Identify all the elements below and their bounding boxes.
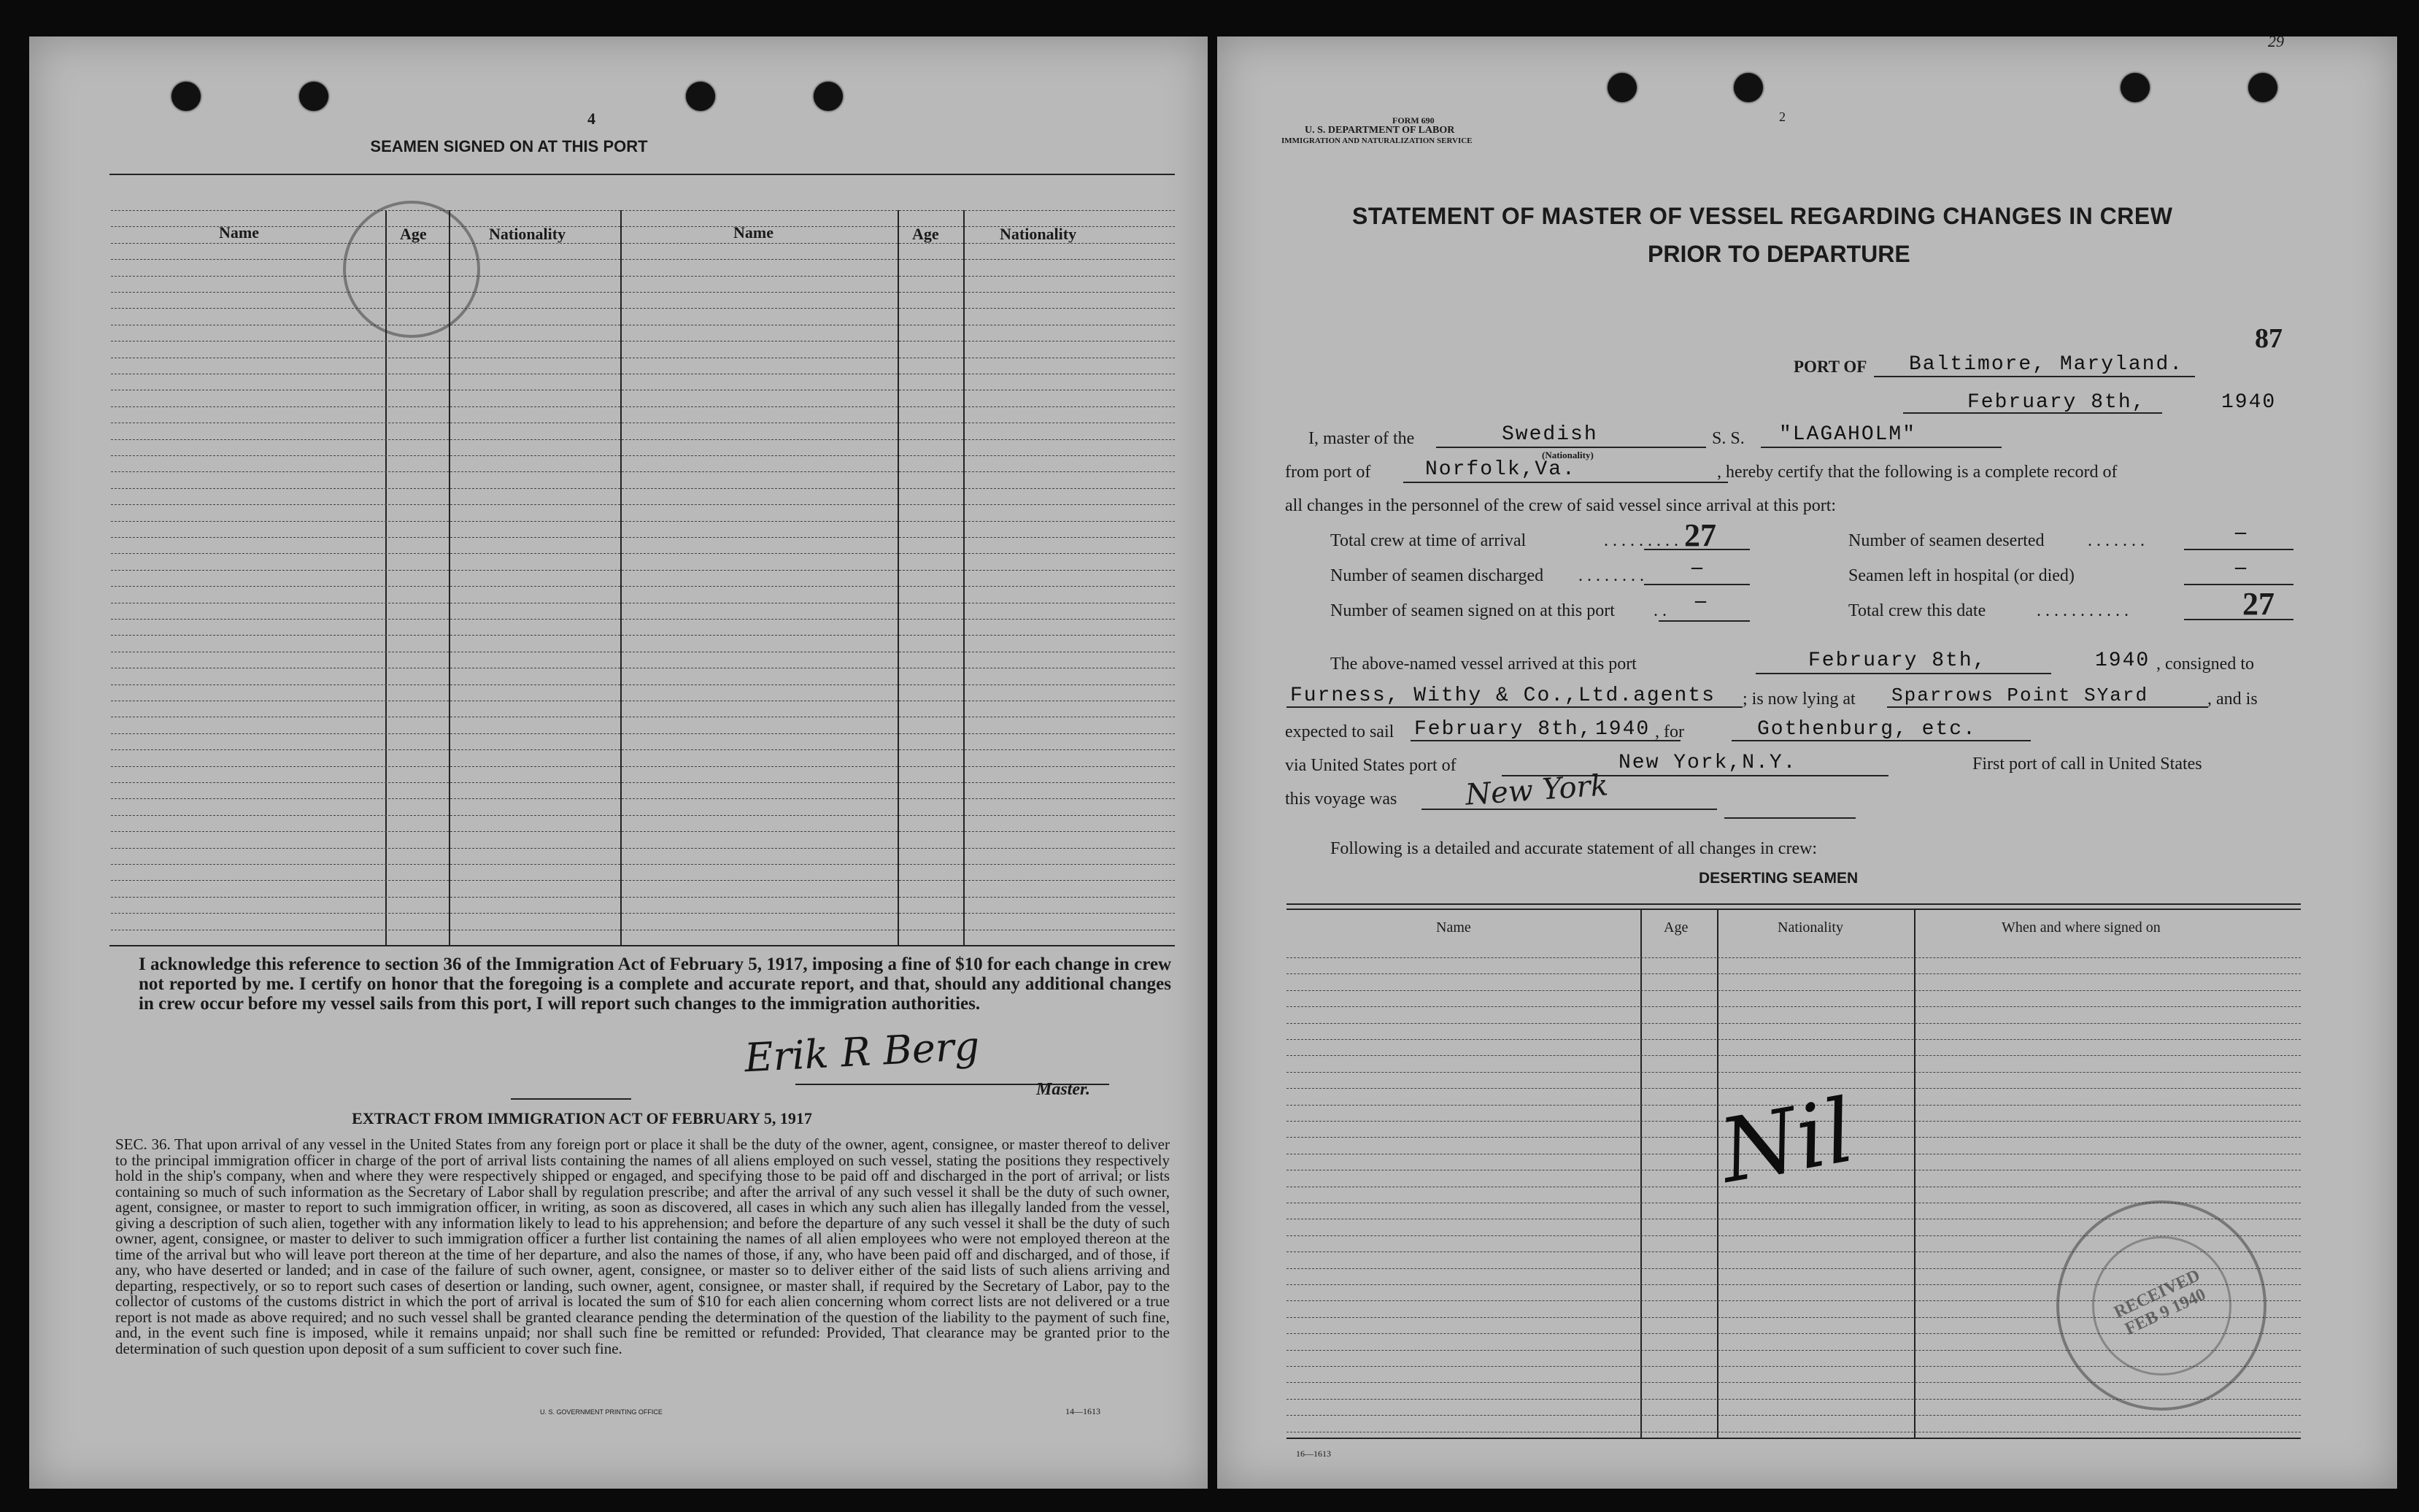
received-stamp — [2056, 1200, 2266, 1411]
left-page — [29, 36, 1208, 1489]
table-row — [1286, 1415, 2301, 1416]
arrived-date: February 8th, — [1808, 649, 1987, 672]
nationality-value: Swedish — [1502, 423, 1598, 446]
table-row — [111, 635, 1175, 636]
via-label: via United States port of — [1285, 756, 1457, 775]
table-row — [111, 455, 1175, 456]
from-port-value: Norfolk,Va. — [1425, 458, 1576, 481]
table-row — [111, 798, 1175, 799]
master-label: Master. — [1036, 1080, 1091, 1099]
column-header-when-where: When and where signed on — [2002, 919, 2161, 936]
table-top-border — [1286, 909, 2301, 910]
form-title-line1: STATEMENT OF MASTER OF VESSEL REGARDING CHANGES IN CREW — [1352, 203, 2173, 229]
date-year: 1940 — [2221, 391, 2277, 414]
table-row — [111, 864, 1175, 865]
form-number: FORM 690 — [1392, 115, 1435, 126]
table-row — [111, 341, 1175, 342]
sail-year: 1940 — [1595, 718, 1651, 741]
service: IMMIGRATION AND NATURALIZATION SERVICE — [1281, 136, 1473, 145]
leader-dots: ........... — [2037, 601, 2133, 620]
lying-underline — [1887, 706, 2208, 708]
table-row — [111, 848, 1175, 849]
changes-text: all changes in the personnel of the crew of said vessel since arrival at this port: — [1285, 496, 1837, 515]
table-row — [111, 439, 1175, 440]
table-row — [1286, 957, 2301, 958]
master-signature: Erik R Berg — [743, 1022, 981, 1081]
date-underline — [1903, 412, 2162, 414]
table-row — [1286, 990, 2301, 991]
certify-text: , hereby certify that the following is a complete record of — [1717, 463, 2118, 482]
column-header-name: Name — [733, 223, 773, 242]
arrived-underline — [1756, 673, 2051, 674]
table-row — [111, 782, 1175, 783]
signed-on-label: Number of seamen signed on at this port — [1330, 601, 1615, 620]
table-row — [111, 243, 1175, 244]
extract-text: SEC. 36. That upon arrival of any vessel in the United States from any foreign port or place it shall be the duty of the owner, agent, consignee, or master thereof to deliver to the principal immigration officer in charge of the port of arrival lists containing the names of all aliens employed on such vessel, stating the positions they respectively hold in the ship's company, when and where they were respectively shipped or engaged, and specifying those to be paid off and discharged in the port of arrival; or lists containing so much of such information as the Secretary of Labor shall by regulation prescribe; and after the arrival of any such vessel it shall be the duty of such owner, agent, consignee, or master to report to such immigration officer, in writing, as soon as discovered, all cases in which any such alien has illegally landed from the vessel, giving a description of such alien, together with any information likely to lead to his apprehension; and before the departure of any such vessel it shall be the duty of such owner, agent, consignee, or master to deliver to such immigration officer a further list containing the names of all alien employees who were not employed thereon at the time of the arrival but who will leave port thereon at the time of her departure, and also the names of those, if any, who have been paid off and discharged, and of those, if any, who have deserted or landed; and in case of the failure of such owner, agent, consignee, or master so to deliver either of the said lists of such aliens arriving and departing, respectively, or so to report such cases of desertion or landing, such owner, agent, consignee, or master shall, if required by the Secretary of Labor, pay to the collector of customs of the customs district in which the port of arrival is located the sum of $10 for each alien concerning whom correct lists are not delivered or a true report is not made as above required; and no such vessel shall be granted clearance pending the determination of the question of the liability to the payment of such fine, and, in the event such fine is imposed, while it remains unpaid; nor shall such fine be remitted or refunded: Provided, That clearance may be granted prior to the determination of such question upon deposit of a sum sufficient to cover such fine. — [115, 1135, 1170, 1357]
table-row — [1286, 1023, 2301, 1024]
port-label: PORT OF — [1794, 358, 1867, 376]
table-top-border — [1286, 903, 2301, 905]
table-row — [111, 749, 1175, 750]
stat-underline — [2184, 584, 2293, 585]
table-row — [1286, 1006, 2301, 1007]
table-row — [111, 619, 1175, 620]
port-value: Baltimore, Maryland. — [1909, 353, 2184, 376]
column-divider — [1640, 909, 1642, 1438]
deserting-title: DESERTING SEAMEN — [1699, 870, 1859, 887]
lying-value: Sparrows Point SYard — [1891, 684, 2149, 706]
acknowledgment-text: I acknowledge this reference to section 36 of the Immigration Act of February 5, 1917, imposing a fine of $10 for each change in crew not reported by me. I certify on honor that the foregoing is a complete and accurate report, and that, should any additional changes in crew occur before my vessel sails from this port, I will report such changes to the immigration authorities. — [139, 954, 1171, 1014]
table-bottom-border — [1286, 1438, 2301, 1439]
master-of-label: I, master of the — [1308, 429, 1415, 448]
table-row — [111, 259, 1175, 260]
total-crew-arrival-value: 27 — [1684, 517, 1716, 553]
stamp-text: RECEIVED FEB 9 1940 — [2111, 1265, 2209, 1339]
divider — [511, 1098, 631, 1100]
sail-date: February 8th, — [1414, 718, 1593, 741]
table-title: SEAMEN SIGNED ON AT THIS PORT — [370, 137, 648, 155]
punch-hole — [299, 82, 328, 111]
hospital-value: – — [2235, 555, 2246, 579]
table-row — [111, 406, 1175, 407]
table-row — [111, 766, 1175, 767]
nil-handwritten-mark: Nil — [1713, 1080, 1861, 1203]
destination-value: Gothenburg, etc. — [1757, 718, 1977, 741]
table-row — [1286, 1072, 2301, 1073]
table-row — [111, 880, 1175, 881]
punch-hole — [2248, 73, 2277, 102]
via-value: New York,N.Y. — [1619, 752, 1797, 774]
table-row — [111, 733, 1175, 734]
total-crew-date-value: 27 — [2242, 586, 2275, 622]
table-row — [111, 897, 1175, 898]
arrived-label: The above-named vessel arrived at this port — [1330, 655, 1637, 674]
table-row — [111, 570, 1175, 571]
column-header-name: Name — [1436, 919, 1471, 936]
table-row — [111, 831, 1175, 832]
table-top-border — [109, 174, 1175, 175]
table-row — [111, 504, 1175, 505]
stat-underline — [1659, 620, 1750, 622]
table-row — [111, 913, 1175, 914]
column-header-age: Age — [400, 225, 427, 243]
column-divider — [963, 210, 965, 945]
signed-on-value: – — [1695, 588, 1706, 612]
table-row — [111, 488, 1175, 489]
from-port-label: from port of — [1285, 463, 1371, 482]
agent-underline — [1286, 706, 1743, 708]
table-row — [111, 226, 1175, 227]
table-row — [1286, 1055, 2301, 1056]
discharged-label: Number of seamen discharged — [1330, 566, 1544, 585]
stat-underline — [2184, 549, 2293, 550]
table-row — [111, 276, 1175, 277]
discharged-value: – — [1691, 555, 1702, 579]
leader-dots: ......... — [1604, 531, 1683, 550]
for-label: , for — [1655, 722, 1684, 741]
printer-note: U. S. GOVERNMENT PRINTING OFFICE — [540, 1408, 663, 1416]
stat-underline — [2184, 619, 2293, 620]
table-bottom-border — [109, 945, 1175, 946]
voyage-value: New York — [1464, 768, 1610, 812]
column-header-nationality: Nationality — [1000, 225, 1077, 243]
lying-label: ; is now lying at — [1743, 690, 1856, 709]
voyage-label: this voyage was — [1285, 790, 1397, 809]
from-port-underline — [1403, 482, 1728, 483]
column-header-age: Age — [1664, 919, 1689, 936]
table-row — [111, 537, 1175, 538]
handwritten-number: 87 — [2255, 323, 2283, 354]
punch-hole — [686, 82, 715, 111]
column-divider — [1914, 909, 1915, 1438]
vessel-name: "LAGAHOLM" — [1779, 423, 1917, 446]
form-code: 14—1613 — [1065, 1406, 1100, 1416]
table-row — [111, 308, 1175, 309]
deserted-value: – — [2235, 520, 2246, 544]
and-is-label: , and is — [2207, 690, 2258, 709]
faint-stamp — [343, 201, 480, 338]
expected-label: expected to sail — [1285, 722, 1394, 741]
form-code: 16—1613 — [1296, 1449, 1331, 1459]
punch-hole — [171, 82, 201, 111]
column-header-age: Age — [912, 225, 939, 243]
stat-underline — [1644, 549, 1750, 550]
ss-label: S. S. — [1712, 429, 1745, 448]
column-header-nationality: Nationality — [489, 225, 566, 243]
sail-underline — [1411, 740, 1681, 741]
arrived-year: 1940 — [2095, 649, 2150, 672]
page-number: 4 — [587, 109, 595, 128]
table-row — [1286, 1039, 2301, 1040]
table-row — [111, 292, 1175, 293]
form-title-line2: PRIOR TO DEPARTURE — [1648, 241, 1910, 267]
leader-dots: .. — [1654, 601, 1671, 620]
column-divider — [620, 210, 622, 945]
nationality-caption: (Nationality) — [1542, 450, 1594, 460]
stat-underline — [1644, 584, 1750, 585]
punch-hole — [1608, 73, 1637, 102]
total-crew-date-label: Total crew this date — [1848, 601, 1986, 620]
first-call-label: First port of call in United States — [1972, 755, 2202, 774]
total-crew-arrival-label: Total crew at time of arrival — [1330, 531, 1527, 550]
agent-value: Furness, Withy & Co.,Ltd.agents — [1290, 684, 1716, 707]
port-underline — [1874, 376, 2195, 377]
nationality-underline — [1436, 447, 1706, 448]
date-value: February 8th, — [1967, 391, 2146, 414]
voyage-underline-extra — [1724, 817, 1856, 819]
following-label: Following is a detailed and accurate statement of all changes in crew: — [1330, 839, 1818, 858]
leader-dots: ....... — [2088, 531, 2149, 550]
table-row — [111, 210, 1175, 211]
vessel-underline — [1761, 447, 2002, 448]
deserted-label: Number of seamen deserted — [1848, 531, 2045, 550]
voyage-underline — [1421, 809, 1717, 810]
department: U. S. DEPARTMENT OF LABOR — [1305, 125, 1455, 136]
hospital-label: Seamen left in hospital (or died) — [1848, 566, 2075, 585]
punch-hole — [1734, 73, 1763, 102]
page-corner-number: 29 — [2268, 32, 2284, 50]
column-divider — [1717, 909, 1718, 1438]
page-number: 2 — [1779, 109, 1786, 124]
destination-underline — [1732, 740, 2031, 741]
table-row — [1286, 973, 2301, 974]
table-row — [111, 684, 1175, 685]
table-row — [111, 586, 1175, 587]
column-header-nationality: Nationality — [1778, 919, 1843, 936]
punch-hole — [814, 82, 843, 111]
punch-hole — [2121, 73, 2150, 102]
column-divider — [898, 210, 899, 945]
leader-dots: ........ — [1578, 566, 1648, 585]
consigned-label: , consigned to — [2156, 655, 2254, 674]
table-row — [111, 471, 1175, 472]
column-header-name: Name — [219, 223, 259, 242]
right-page — [1217, 32, 2397, 1489]
table-row — [111, 521, 1175, 522]
extract-title: EXTRACT FROM IMMIGRATION ACT OF FEBRUARY 5, 1917 — [352, 1109, 812, 1127]
table-row — [111, 815, 1175, 816]
table-row — [111, 553, 1175, 554]
